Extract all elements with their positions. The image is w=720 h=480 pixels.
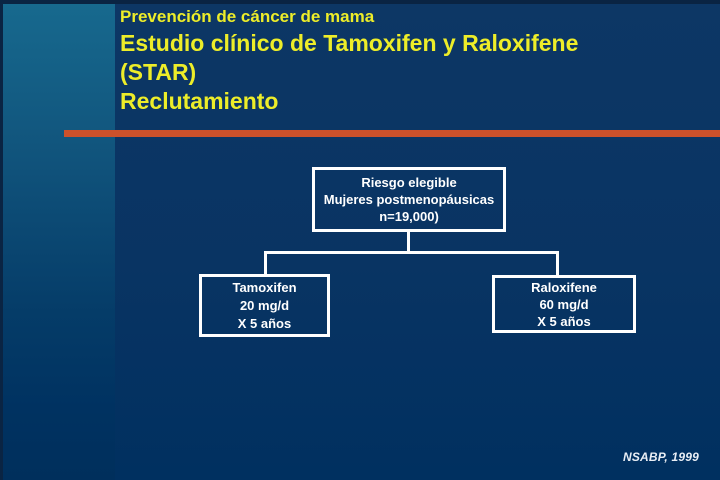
source-citation: NSABP, 1999: [622, 450, 699, 464]
node-text-line: 20 mg/d: [239, 297, 290, 313]
node-text-line: X 5 años: [237, 315, 292, 331]
node-text-line: Raloxifene: [531, 279, 597, 295]
flowchart-node-eligible-risk: [312, 167, 506, 232]
slide-title: [120, 5, 712, 116]
node-text-line: 60 mg/d: [539, 296, 589, 312]
node-text-line: X 5 años: [537, 313, 591, 329]
node-text-line: Riesgo elegible: [361, 175, 457, 190]
title-line-subtitle: Prevención de cáncer de mama: [120, 7, 375, 26]
accent-divider: [64, 130, 720, 137]
node-text-line: Mujeres postmenopáusicas: [323, 192, 495, 207]
node-text-line: Tamoxifen: [232, 279, 297, 295]
connector-horizontal: [264, 251, 559, 254]
connector-drop-right: [556, 251, 559, 275]
title-line-study: Estudio clínico de Tamoxifen y Raloxifene: [120, 30, 579, 56]
flowchart-node-raloxifene: [492, 275, 636, 333]
top-edge-strip: [0, 0, 720, 4]
title-line-section: Reclutamiento: [120, 88, 279, 114]
title-line-acronym: (STAR): [120, 59, 197, 85]
sidebar-gradient-strip: [0, 4, 115, 480]
node-text-line: n=19,000): [379, 209, 439, 224]
connector-drop-left: [264, 251, 267, 274]
flowchart-node-tamoxifen: [199, 274, 330, 337]
